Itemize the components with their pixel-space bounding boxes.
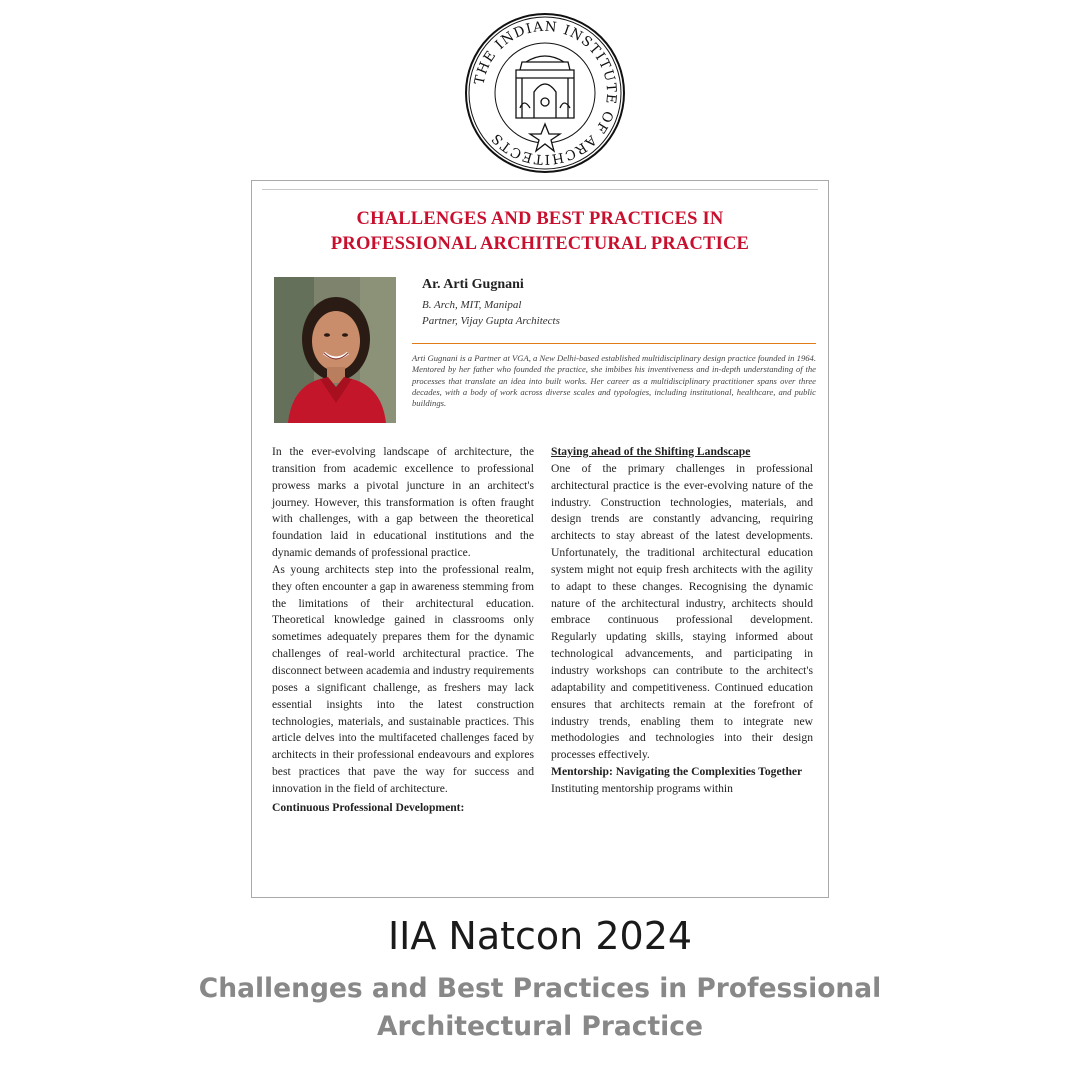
left-section-heading: Continuous Professional Development: — [272, 800, 465, 814]
event-caption: IIA Natcon 2024 — [387, 914, 693, 958]
right-paragraph-1: One of the primary challenges in professional architectural practice is the ever-evolving nature of the industry. Construction technologies, materials, and design trends are constantly advancing, requiring architects to stay abreast of the latest developments. Unfortunately, the traditional architectural education system might not equip fresh architects with the agility to adapt to these changes. Recognising the dynamic nature of the architectural industry, architects should embrace continuous professional development. Regularly updating skills, staying informed about technological advancements, and participating in industry workshops can contribute to the architect's adaptability and competitiveness. Continued education ensures that architects remain at the forefront of industry trends, enabling them to integrate new methodologies and technologies into their design processes effectively. — [551, 461, 813, 762]
right-paragraph-2: Instituting mentorship programs within — [551, 781, 733, 795]
article-page — [251, 180, 829, 898]
right-section-heading-1: Staying ahead of the Shifting Landscape — [551, 445, 751, 458]
author-role: Partner, Vijay Gupta Architects — [422, 315, 560, 327]
author-degree: B. Arch, MIT, Manipal — [422, 299, 522, 311]
article-title-line1: CHALLENGES AND BEST PRACTICES IN — [356, 209, 724, 229]
left-paragraph-2: As young architects step into the professional realm, they often encounter a gap in awareness stemming from the limitations of their architectural education. Theoretical knowledge gained in classrooms only sometimes adequately prepares them for the dynamic challenges of real-world architectural practice. The disconnect between academia and industry requirements poses a significant challenge, as freshers may lack essential insights into the latest construction technologies, materials, and sustainable practices. This article delves into the multifaceted challenges faced by architects in their professional endeavours and explores best practices that pave the way for success and innovation in the field of architecture. — [272, 562, 534, 795]
seal-text: THE INDIAN INSTITUTE OF ARCHITECTS — [471, 18, 620, 168]
author-bio: Arti Gugnani is a Partner at VGA, a New Delhi-based established multidisciplinary design practice founded in 1964. Mentored by her father who founded the practice, she imbibes his inventiveness and in-depth understanding of the processes that translate an idea into built works. Her career as a multidisciplinary practitioner spans over three decades, with a body of work across diverse scales and typologies, including institutional, healthcare, and public buildings. — [412, 353, 816, 409]
author-portrait-image — [274, 277, 396, 423]
bio-divider — [412, 343, 816, 344]
right-section-heading-2: Mentorship: Navigating the Complexities Together — [551, 765, 803, 779]
left-paragraph-1: In the ever-evolving landscape of architecture, the transition from academic excellence to professional prowess marks a pivotal juncture in an architect's journey. However, this transformation is often fraught with challenges, with a gap between the theoretical foundation laid in educational institutions and the dynamic demands of professional practice. — [272, 445, 534, 560]
top-divider — [262, 189, 818, 190]
article-left-column — [272, 444, 534, 817]
article-title — [252, 207, 828, 257]
article-title-line2: PROFESSIONAL ARCHITECTURAL PRACTICE — [330, 234, 750, 254]
author-name: Ar. Arti Gugnani — [422, 277, 524, 292]
article-right-column — [551, 444, 813, 798]
author-photo — [274, 277, 396, 423]
seal-emblem-icon — [464, 12, 626, 174]
article-subtitle-caption: Challenges and Best Practices in Professional Architectural Practice — [198, 973, 882, 1042]
iia-seal-logo — [464, 12, 626, 174]
